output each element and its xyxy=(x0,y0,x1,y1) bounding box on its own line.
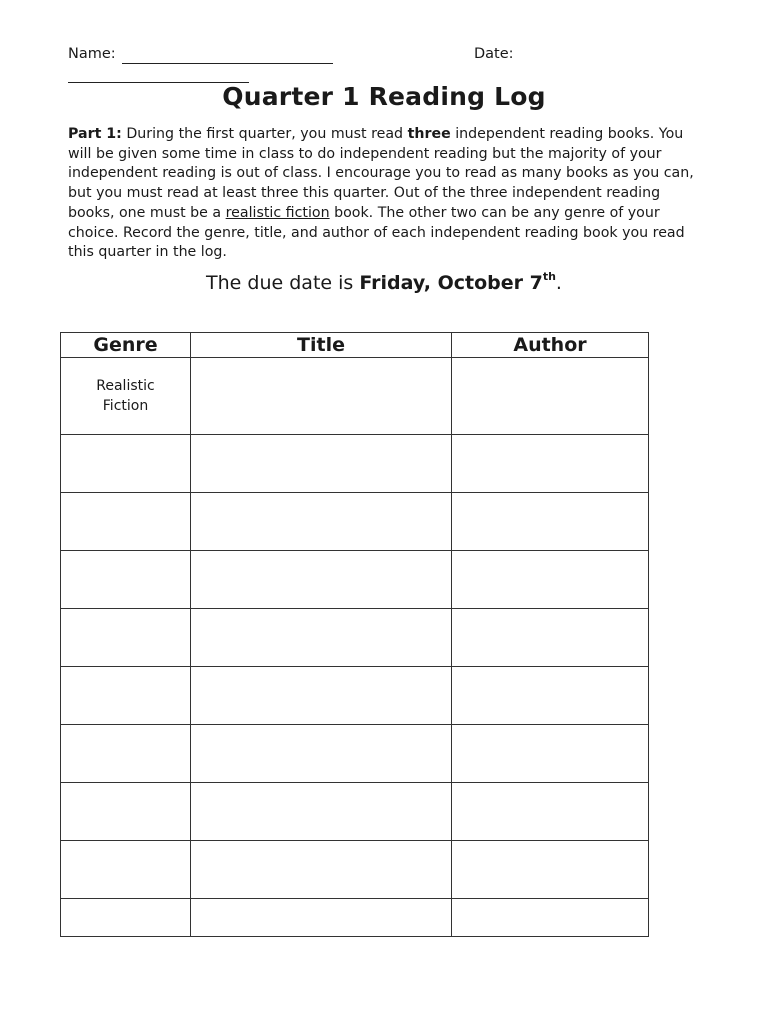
table-row xyxy=(61,899,649,937)
name-blank-line[interactable] xyxy=(122,63,333,64)
instructions-underlined-phrase: realistic fiction xyxy=(225,204,330,221)
instructions-text-1: During the first quarter, you must read xyxy=(121,126,408,142)
genre-cell[interactable] xyxy=(61,899,191,937)
due-date-value: Friday, October 7 xyxy=(359,272,543,294)
title-cell[interactable] xyxy=(191,725,452,783)
table-row xyxy=(61,725,649,783)
due-date-end: . xyxy=(555,272,562,294)
name-date-row xyxy=(68,46,708,68)
genre-cell[interactable] xyxy=(61,725,191,783)
title-cell[interactable] xyxy=(191,358,452,435)
genre-column-header: Genre xyxy=(61,333,191,358)
genre-cell[interactable] xyxy=(61,358,191,435)
genre-cell[interactable] xyxy=(61,551,191,609)
author-cell[interactable] xyxy=(452,667,649,725)
instructions-text-2: independent reading books. You will be given some time in class to do independent reading but the majority of your independent reading is out of class. I encourage you to read as many books as you can, but you must read at least three this quarter. Out of the three independent reading books, one must be a xyxy=(68,126,694,221)
instructions-paragraph xyxy=(68,125,708,263)
table-row xyxy=(61,667,649,725)
table-row xyxy=(61,358,649,435)
due-date-ordinal: th xyxy=(542,270,556,283)
author-cell[interactable] xyxy=(452,609,649,667)
table-row xyxy=(61,493,649,551)
title-cell[interactable] xyxy=(191,667,452,725)
instructions-text-3: book. The other two can be any genre of your choice. Record the genre, title, and author of each independent reading book you read this quarter in the log. xyxy=(68,204,685,261)
genre-cell[interactable] xyxy=(61,435,191,493)
author-cell[interactable] xyxy=(452,358,649,435)
part-label: Part 1: xyxy=(68,126,122,142)
name-label: Name: xyxy=(68,46,116,62)
title-cell[interactable] xyxy=(191,493,452,551)
due-date-line xyxy=(0,272,768,294)
table-row xyxy=(61,609,649,667)
title-cell[interactable] xyxy=(191,841,452,899)
title-cell[interactable] xyxy=(191,551,452,609)
genre-cell[interactable] xyxy=(61,841,191,899)
title-column-header: Title xyxy=(191,333,452,358)
author-cell[interactable] xyxy=(452,435,649,493)
date-label: Date: xyxy=(474,46,514,62)
genre-cell[interactable] xyxy=(61,783,191,841)
genre-cell[interactable] xyxy=(61,609,191,667)
genre-cell[interactable] xyxy=(61,667,191,725)
instructions-bold-word: three xyxy=(407,126,451,142)
due-date-prefix: The due date is xyxy=(206,272,360,294)
genre-cell[interactable] xyxy=(61,493,191,551)
genre-cell-text: Realistic Fiction xyxy=(96,378,155,414)
table-row xyxy=(61,551,649,609)
author-cell[interactable] xyxy=(452,725,649,783)
table-header-row xyxy=(61,333,649,358)
table-row xyxy=(61,435,649,493)
author-cell[interactable] xyxy=(452,899,649,937)
title-cell[interactable] xyxy=(191,899,452,937)
title-cell[interactable] xyxy=(191,435,452,493)
author-cell[interactable] xyxy=(452,841,649,899)
title-cell[interactable] xyxy=(191,783,452,841)
reading-log-table xyxy=(60,332,649,937)
page-title: Quarter 1 Reading Log xyxy=(222,82,546,111)
author-column-header: Author xyxy=(452,333,649,358)
author-cell[interactable] xyxy=(452,783,649,841)
table-row xyxy=(61,841,649,899)
author-cell[interactable] xyxy=(452,493,649,551)
table-row xyxy=(61,783,649,841)
author-cell[interactable] xyxy=(452,551,649,609)
title-cell[interactable] xyxy=(191,609,452,667)
